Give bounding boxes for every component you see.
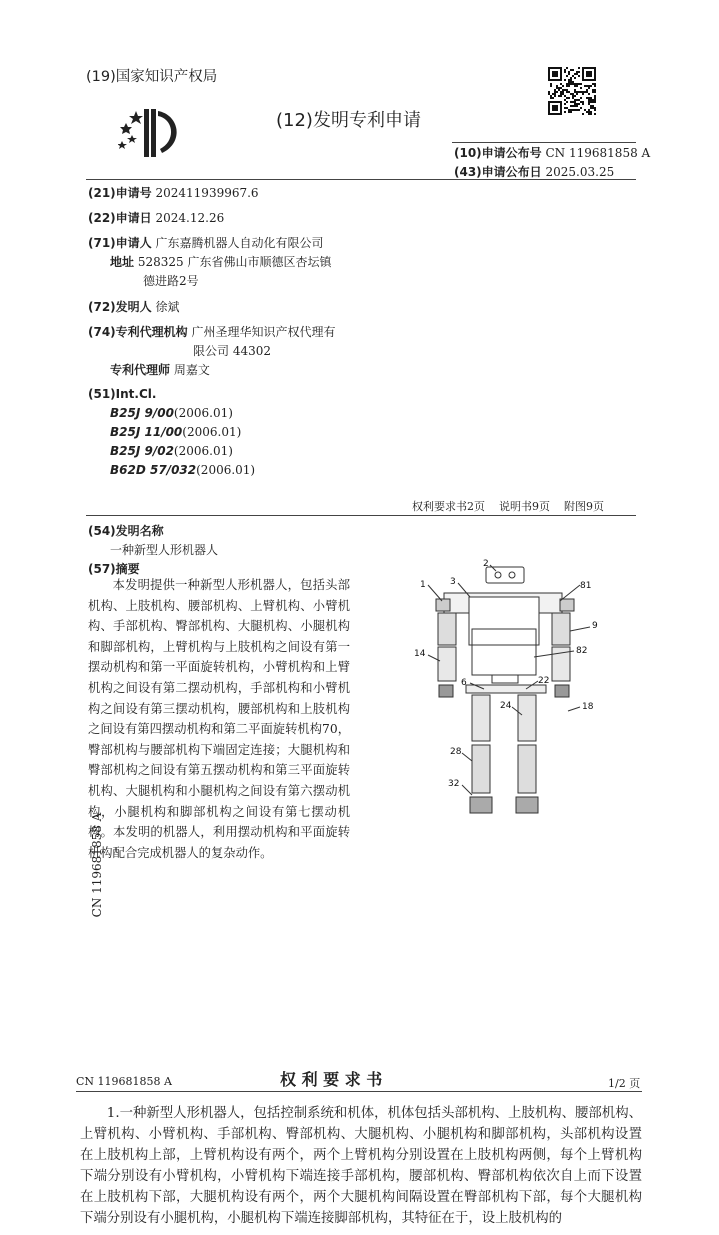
figure-label: 1 bbox=[420, 580, 426, 590]
claims-title: 权 利 要 求 书 bbox=[280, 1070, 383, 1089]
figure-label: 6 bbox=[461, 678, 467, 688]
figure-label: 22 bbox=[538, 676, 550, 686]
ipc-entry: B25J 11/00(2006.01) bbox=[110, 425, 242, 439]
patent-agency-line-2: 限公司 44302 bbox=[193, 344, 271, 358]
applicant: (71)申请人 广东嘉腾机器人自动化有限公司 bbox=[88, 236, 324, 250]
page-counts: 权利要求书2页 说明书9页 附图9页 bbox=[412, 500, 604, 513]
side-publication-number: CN 119681858 A bbox=[90, 812, 104, 918]
abstract-label: (57)摘要 bbox=[88, 562, 140, 576]
figure-label: 28 bbox=[450, 747, 462, 757]
figure-label: 18 bbox=[582, 702, 594, 712]
publication-date: (43)申请公布日 2025.03.25 bbox=[454, 165, 615, 179]
figure-label: 81 bbox=[580, 581, 592, 591]
rule bbox=[76, 1091, 642, 1092]
figure-label: 2 bbox=[483, 559, 489, 569]
patent-agency: (74)专利代理机构 广州圣理华知识产权代理有 bbox=[88, 325, 336, 339]
claims-page-number: 1/2 页 bbox=[608, 1077, 641, 1090]
claim-1-text: 1.一种新型人形机器人，包括控制系统和机体，机体包括头部机构、上肢机构、腰部机构、上臂机构、小臂机构、手部机构、臀部机构、大腿机构、小腿机构和脚部机构，头部机构设置在上肢机构上部，上臂机构设有两个，两个上臂机构分别设置在上肢机构两侧，每个上臂机构下端分别设有小臂机构，小臂机构下端连接手部机构，腰部机构、臀部机构依次自上而下设置在上肢机构下部，大腿机构设有两个，两个大腿机构间隔设置在臀部机构下部，每个大腿机构下端分别设有小腿机构，小腿机构下端连接脚部机构，其特征在于，设上肢机构的 bbox=[80, 1106, 642, 1226]
rule bbox=[452, 142, 636, 143]
rule bbox=[86, 515, 636, 516]
figure-label: 9 bbox=[592, 621, 598, 631]
document-type: (12)发明专利申请 bbox=[276, 110, 421, 131]
publication-number: (10)申请公布号 CN 119681858 A bbox=[454, 146, 651, 160]
qr-code bbox=[548, 67, 596, 119]
figure-label: 32 bbox=[448, 779, 460, 789]
figure-label: 82 bbox=[576, 646, 588, 656]
figure-label: 3 bbox=[450, 577, 456, 587]
robot-figure bbox=[414, 555, 604, 839]
ipc-entry: B25J 9/00(2006.01) bbox=[110, 406, 233, 420]
inventor: (72)发明人 徐斌 bbox=[88, 300, 180, 314]
figure-label: 24 bbox=[500, 701, 512, 711]
claims-doc-number: CN 119681858 A bbox=[76, 1075, 172, 1088]
invention-title-label: (54)发明名称 bbox=[88, 524, 164, 538]
cnipa-logo bbox=[118, 105, 190, 165]
application-number: (21)申请号 202411939967.6 bbox=[88, 186, 259, 200]
address: 地址 528325 广东省佛山市顺德区杏坛镇 bbox=[110, 255, 332, 269]
address-line-2: 德进路2号 bbox=[143, 274, 199, 288]
abstract-text: 本发明提供一种新型人形机器人，包括头部机构、上肢机构、腰部机构、上臂机构、小臂机构、手部机构、臀部机构、大腿机构、小腿机构和脚部机构，上臂机构与上肢机构之间设有第一摆动机构和第一平面旋转机构，小臂机构和上臂机构之间设有第二摆动机构，手部机构和小臂机构之间设有第三摆动机构，腰部机构和上肢机构之间设有第四摆动机构和第二平面旋转机构70，臀部机构与腰部机构下端固定连接；大腿机构和臀部机构之间设有第五摆动机构和第三平面旋转机构、大腿机构和小腿机构之间设有第六摆动机构，小腿机构和脚部机构之间设有第七摆动机构。本发明的机器人，利用摆动机构和平面旋转机构配合完成机器人的复杂动作。 bbox=[88, 578, 350, 860]
ipc-label: (51)Int.Cl. bbox=[88, 387, 157, 401]
ipc-entry: B25J 9/02(2006.01) bbox=[110, 444, 233, 458]
office-name: (19)国家知识产权局 bbox=[86, 69, 218, 85]
rule bbox=[86, 179, 636, 180]
ipc-entry: B62D 57/032(2006.01) bbox=[110, 463, 256, 477]
application-date: (22)申请日 2024.12.26 bbox=[88, 211, 225, 225]
patent-agent: 专利代理师 周嘉文 bbox=[110, 363, 210, 377]
figure-label: 14 bbox=[414, 649, 426, 659]
invention-title: 一种新型人形机器人 bbox=[110, 543, 219, 557]
